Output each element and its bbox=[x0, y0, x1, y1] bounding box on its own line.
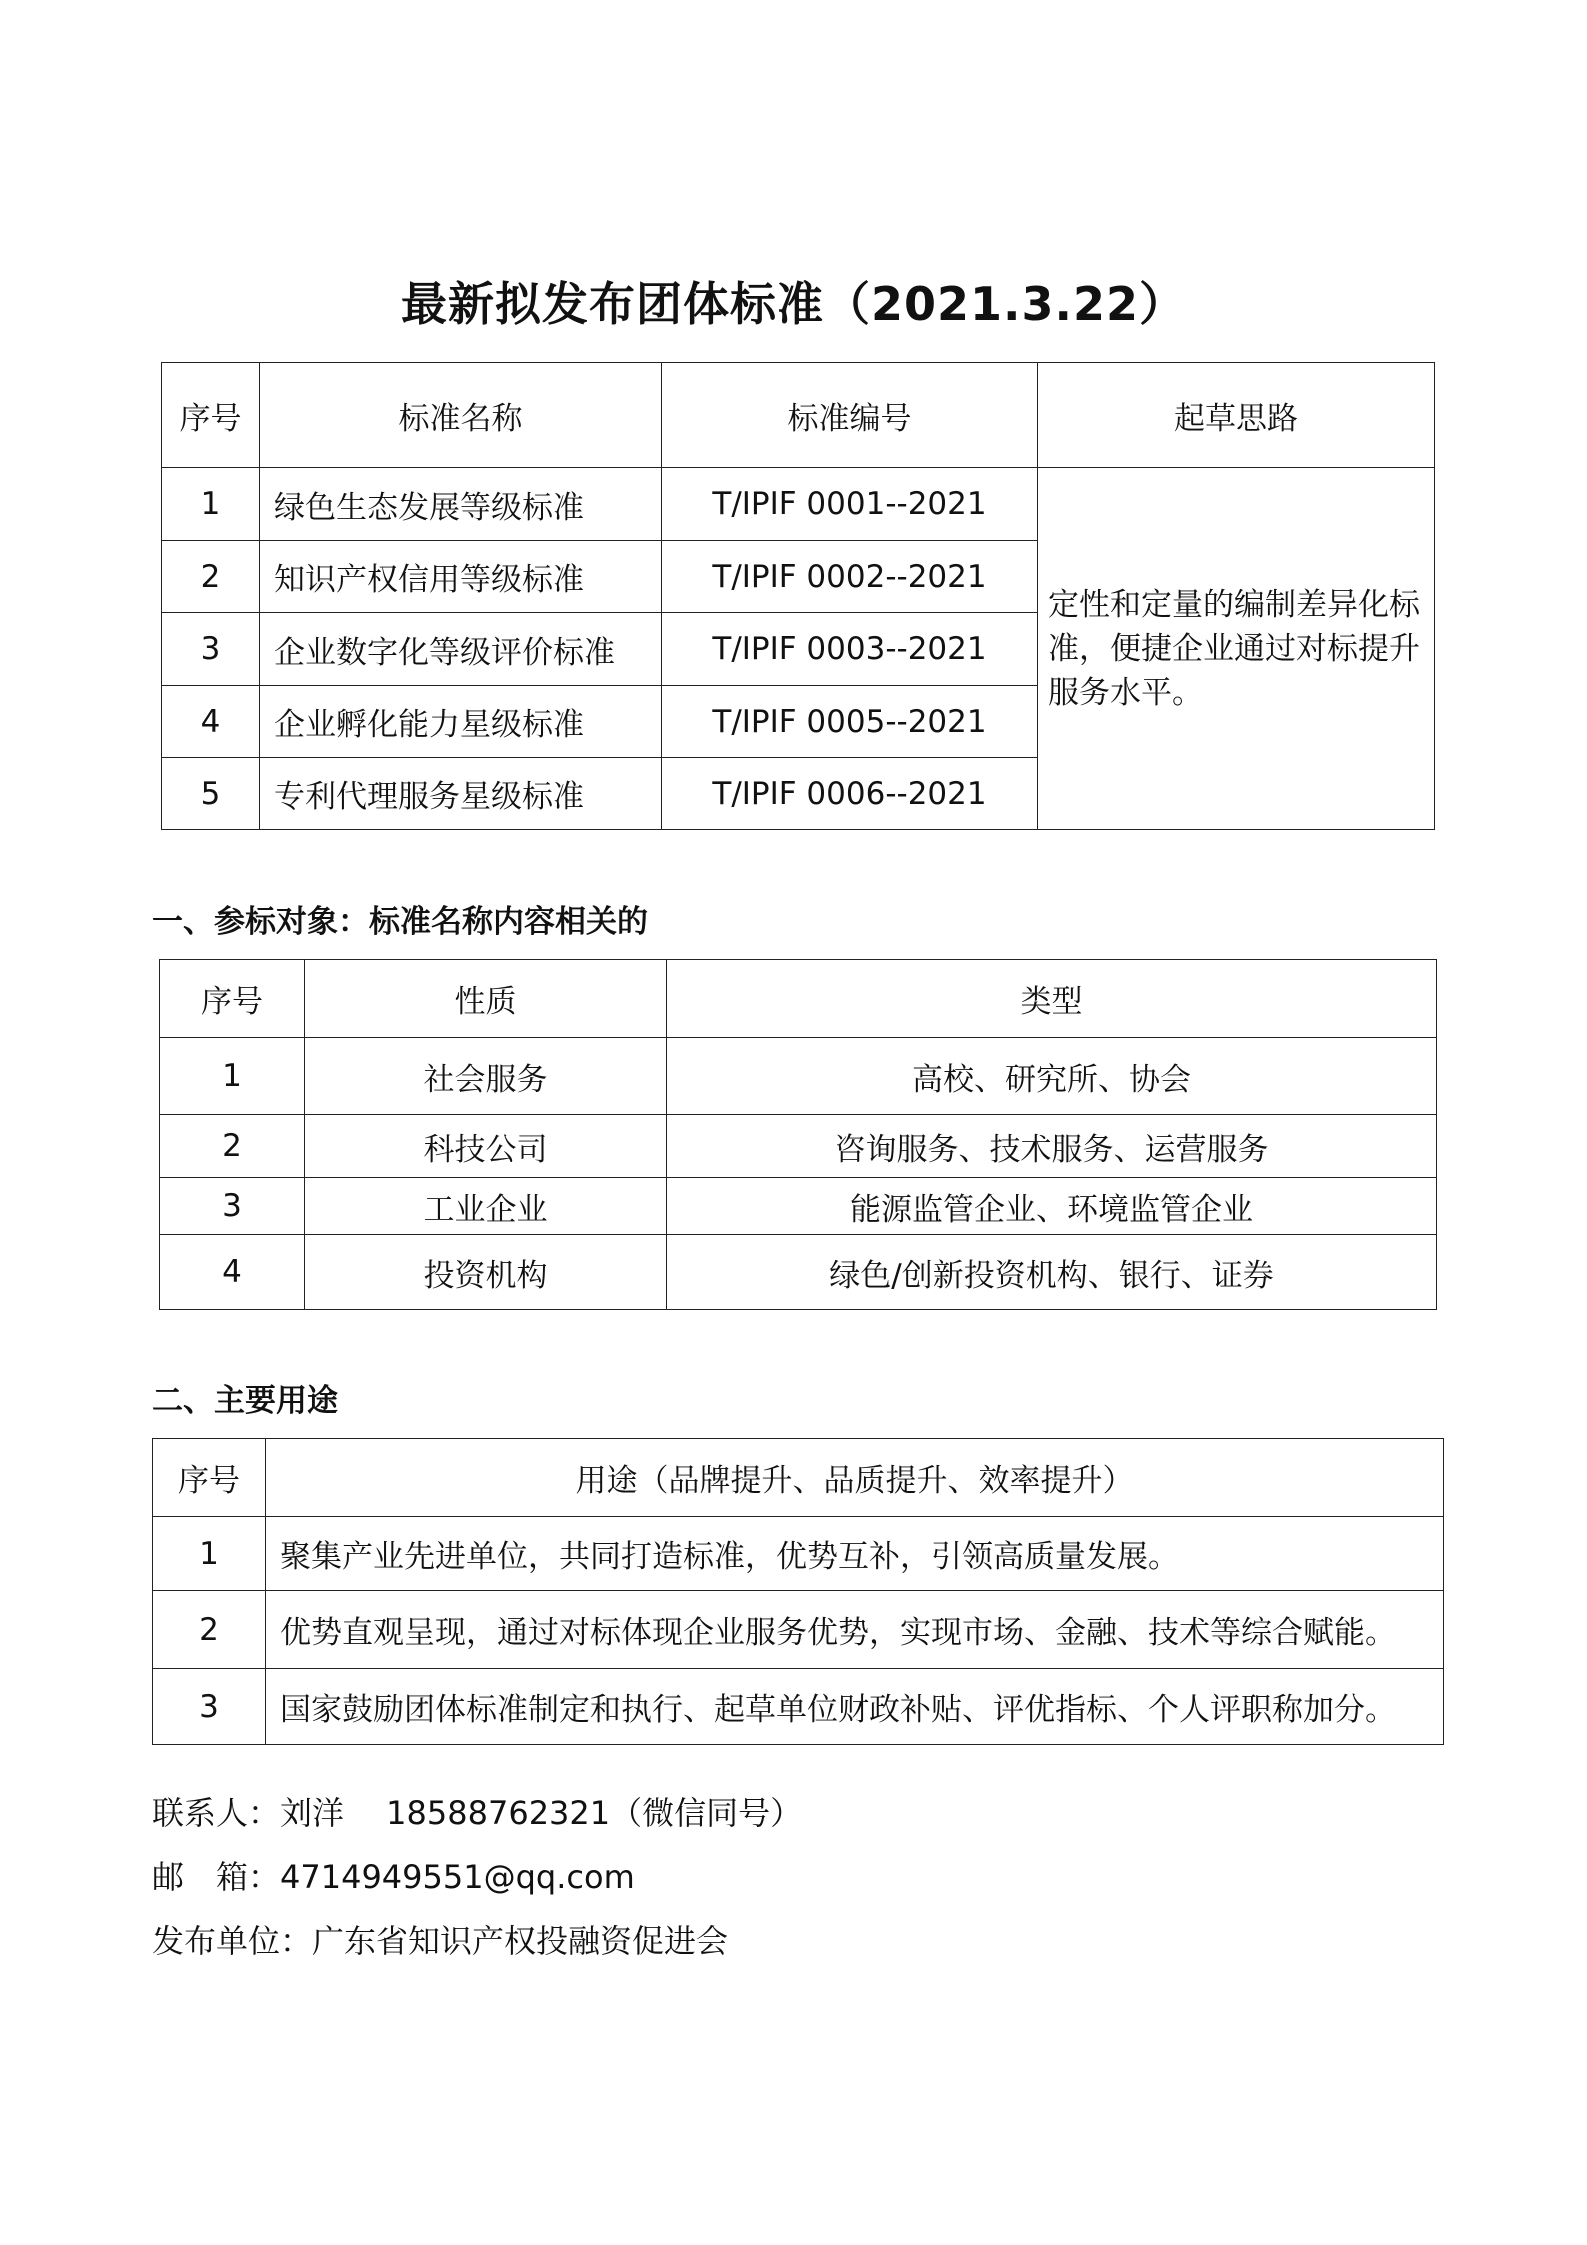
row-number: 4 bbox=[160, 1235, 305, 1310]
header-cell: 标准编号 bbox=[662, 363, 1038, 468]
row-number: 3 bbox=[160, 1178, 305, 1235]
row-number: 5 bbox=[162, 758, 260, 830]
header-cell: 序号 bbox=[153, 1439, 266, 1517]
row-number: 2 bbox=[153, 1591, 266, 1669]
row-number: 3 bbox=[153, 1669, 266, 1745]
row-number: 1 bbox=[162, 468, 260, 541]
contact-email: 邮 箱：4714949551@qq.com bbox=[152, 1858, 635, 1896]
standard-name: 企业孵化能力星级标准 bbox=[260, 686, 662, 758]
nature-cell: 社会服务 bbox=[305, 1038, 667, 1115]
nature-cell: 工业企业 bbox=[305, 1178, 667, 1235]
standard-name: 知识产权信用等级标准 bbox=[260, 541, 662, 613]
page-title: 最新拟发布团体标准（2021.3.22） bbox=[401, 277, 1186, 331]
row-number: 2 bbox=[162, 541, 260, 613]
standard-code: T/IPIF 0002--2021 bbox=[662, 541, 1038, 613]
nature-cell: 投资机构 bbox=[305, 1235, 667, 1310]
standard-name: 企业数字化等级评价标准 bbox=[260, 613, 662, 686]
drafting-idea: 定性和定量的编制差异化标准，便捷企业通过对标提升服务水平。 bbox=[1038, 468, 1435, 830]
use-cell: 聚集产业先进单位，共同打造标准，优势互补，引领高质量发展。 bbox=[266, 1517, 1444, 1591]
type-cell: 高校、研究所、协会 bbox=[667, 1038, 1437, 1115]
header-cell: 标准名称 bbox=[260, 363, 662, 468]
table-row bbox=[160, 1115, 1437, 1178]
publisher: 发布单位：广东省知识产权投融资促进会 bbox=[152, 1922, 729, 1960]
table-header-row bbox=[160, 960, 1437, 1038]
table-row bbox=[160, 1038, 1437, 1115]
nature-cell: 科技公司 bbox=[305, 1115, 667, 1178]
standard-name: 专利代理服务星级标准 bbox=[260, 758, 662, 830]
type-cell: 咨询服务、技术服务、运营服务 bbox=[667, 1115, 1437, 1178]
table-row bbox=[162, 468, 1435, 541]
row-number: 1 bbox=[160, 1038, 305, 1115]
row-number: 1 bbox=[153, 1517, 266, 1591]
table-row bbox=[160, 1178, 1437, 1235]
header-cell: 用途（品牌提升、品质提升、效率提升） bbox=[266, 1439, 1444, 1517]
standard-code: T/IPIF 0001--2021 bbox=[662, 468, 1038, 541]
section-2-heading: 二、主要用途 bbox=[152, 1383, 338, 1419]
table-row bbox=[153, 1517, 1444, 1591]
standard-name: 绿色生态发展等级标准 bbox=[260, 468, 662, 541]
standards-table bbox=[161, 362, 1435, 830]
row-number: 3 bbox=[162, 613, 260, 686]
use-cell: 国家鼓励团体标准制定和执行、起草单位财政补贴、评优指标、个人评职称加分。 bbox=[266, 1669, 1444, 1745]
standard-code: T/IPIF 0006--2021 bbox=[662, 758, 1038, 830]
type-cell: 能源监管企业、环境监管企业 bbox=[667, 1178, 1437, 1235]
header-cell: 性质 bbox=[305, 960, 667, 1038]
table-row bbox=[153, 1591, 1444, 1669]
section-1-heading: 一、参标对象：标准名称内容相关的 bbox=[152, 904, 648, 940]
standard-code: T/IPIF 0003--2021 bbox=[662, 613, 1038, 686]
contact-person: 联系人：刘洋 18588762321（微信同号） bbox=[152, 1794, 803, 1832]
participants-table bbox=[159, 959, 1437, 1310]
use-cell: 优势直观呈现，通过对标体现企业服务优势，实现市场、金融、技术等综合赋能。 bbox=[266, 1591, 1444, 1669]
header-cell: 序号 bbox=[162, 363, 260, 468]
row-number: 4 bbox=[162, 686, 260, 758]
table-header-row bbox=[153, 1439, 1444, 1517]
uses-table bbox=[152, 1438, 1444, 1745]
table-row bbox=[160, 1235, 1437, 1310]
table-header-row bbox=[162, 363, 1435, 468]
table-row bbox=[153, 1669, 1444, 1745]
header-cell: 起草思路 bbox=[1038, 363, 1435, 468]
type-cell: 绿色/创新投资机构、银行、证券 bbox=[667, 1235, 1437, 1310]
header-cell: 类型 bbox=[667, 960, 1437, 1038]
standard-code: T/IPIF 0005--2021 bbox=[662, 686, 1038, 758]
row-number: 2 bbox=[160, 1115, 305, 1178]
header-cell: 序号 bbox=[160, 960, 305, 1038]
